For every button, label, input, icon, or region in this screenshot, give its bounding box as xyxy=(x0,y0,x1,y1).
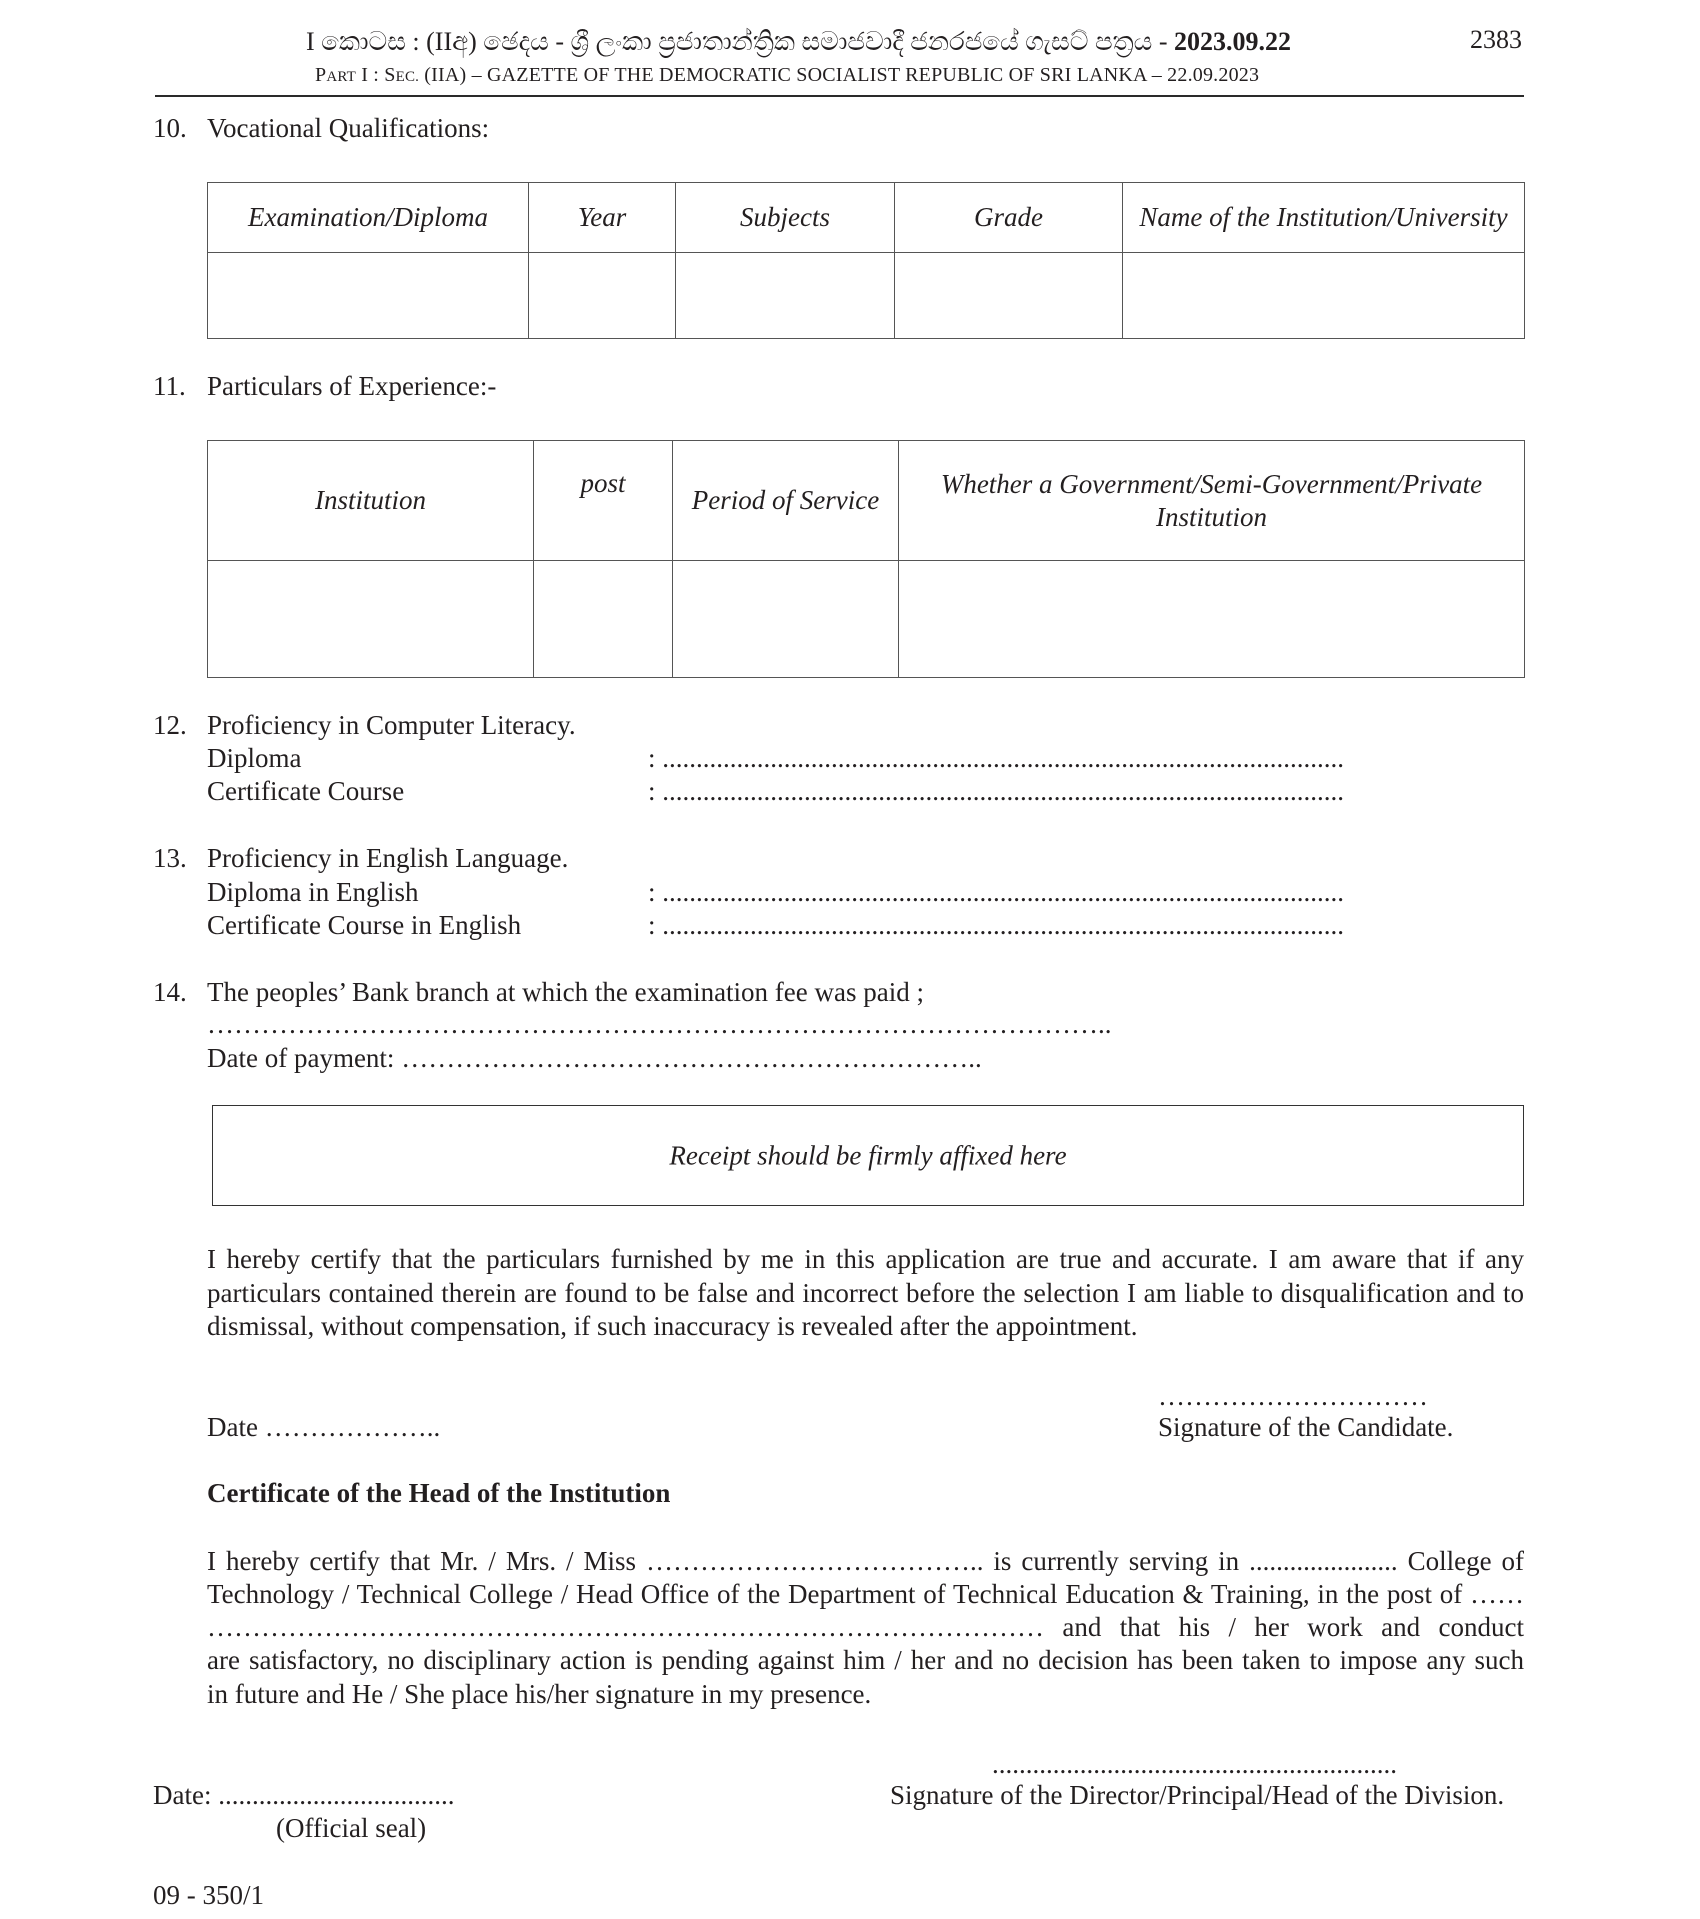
section-13-title: Proficiency in English Language. xyxy=(207,843,569,873)
col-header-post: post xyxy=(534,441,673,561)
cell-subjects[interactable] xyxy=(676,253,895,339)
col-header-institution: Name of the Institution/University xyxy=(1123,183,1525,253)
receipt-box xyxy=(212,1105,1524,1206)
cell-institution[interactable] xyxy=(208,561,534,678)
head-cert-line-3[interactable]: ………………………………………………………………………………… and that his / her work and conduct xyxy=(207,1612,1524,1642)
section-14-title: The peoples’ Bank branch at which the examination fee was paid ; xyxy=(207,977,924,1007)
computer-certificate-field[interactable]: : ..................................................................................................... xyxy=(648,776,1345,806)
declaration-text: I hereby certify that the particulars furnished by me in this application are true and accurate. I am aware that if any particulars contained therein are found to be false and incorrect before the selection I am liable to disqualification and to dismissal, without compensation, if such inaccuracy is revealed after the appointment. xyxy=(207,1244,1524,1341)
cell-examination[interactable] xyxy=(208,253,529,339)
table-header-row xyxy=(208,441,1525,561)
section-11-title: Particulars of Experience:- xyxy=(207,371,497,401)
payment-date-label: Date of payment: xyxy=(207,1043,395,1073)
section-11-number: 11. xyxy=(153,371,186,401)
candidate-date-field[interactable]: Date ……………….. xyxy=(207,1412,441,1442)
payment-date-field[interactable]: ……………………………………………………….. xyxy=(401,1043,982,1073)
vocational-qualifications-table xyxy=(207,182,1525,339)
section-10-title: Vocational Qualifications: xyxy=(207,113,490,143)
head-cert-line-4: are satisfactory, no disciplinary action is pending against him / her and no decision has been taken to impose any such xyxy=(207,1645,1524,1675)
sinhala-title: I කොටස : (IIඅ) ඡෙදය - ශ්‍රී ලංකා ප්‍රජාතාන්ත්‍රික සමාජවාදී ජනරජයේ ගැසට් පත්‍රය - xyxy=(306,27,1175,56)
header-rest: (IIA) – GAZETTE OF THE DEMOCRATIC SOCIALIST REPUBLIC OF SRI LANKA – 22.09.2023 xyxy=(419,64,1260,86)
official-seal-label: (Official seal) xyxy=(276,1813,427,1843)
bank-branch-field[interactable]: ……………………………………………………………………………………….. xyxy=(207,1009,1112,1039)
col-header-year: Year xyxy=(529,183,676,253)
table-row xyxy=(208,253,1525,339)
english-certificate-field[interactable]: : ..................................................................................................... xyxy=(648,910,1345,940)
table-header-row xyxy=(208,183,1525,253)
candidate-signature-line[interactable]: ………………………… xyxy=(1158,1381,1428,1411)
col-header-period: Period of Service xyxy=(673,441,899,561)
header-rule xyxy=(155,95,1524,97)
section-13-number: 13. xyxy=(153,843,187,873)
sinhala-date: 2023.09.22 xyxy=(1174,27,1292,56)
computer-diploma-field[interactable]: : ..................................................................................................... xyxy=(648,743,1345,773)
footer-code: 09 - 350/1 xyxy=(153,1880,264,1910)
section-12-title: Proficiency in Computer Literacy. xyxy=(207,710,576,740)
col-header-institution-type: Whether a Government/Semi-Government/Private Institution xyxy=(899,441,1525,561)
sinhala-header xyxy=(306,27,1291,57)
col-header-subjects: Subjects xyxy=(676,183,895,253)
cell-institution-type[interactable] xyxy=(899,561,1525,678)
computer-diploma-label: Diploma xyxy=(207,743,302,773)
cell-period[interactable] xyxy=(673,561,899,678)
head-date-field[interactable]: Date: ................................... xyxy=(153,1780,455,1810)
english-header xyxy=(315,63,1259,89)
col-header-institution: Institution xyxy=(208,441,534,561)
page-number: 2383 xyxy=(1470,25,1522,54)
head-signature-line[interactable]: ............................................................ xyxy=(992,1749,1397,1779)
candidate-signature-label: Signature of the Candidate. xyxy=(1158,1412,1454,1442)
cell-grade[interactable] xyxy=(895,253,1123,339)
cell-institution[interactable] xyxy=(1123,253,1525,339)
col-header-examination: Examination/Diploma xyxy=(208,183,529,253)
header-part-smallcaps: ART xyxy=(326,69,357,85)
head-cert-line-1[interactable]: I hereby certify that Mr. / Mrs. / Miss ……………………………….. is currently serving in ...................... College of xyxy=(207,1546,1524,1576)
section-12-number: 12. xyxy=(153,710,187,740)
payment-date-row xyxy=(207,1042,982,1074)
head-cert-line-2[interactable]: Technology / Technical College / Head Office of the Department of Technical Education & Training, in the post of …… xyxy=(207,1579,1524,1609)
receipt-instruction: Receipt should be firmly affixed here xyxy=(669,1140,1067,1170)
head-certificate-title: Certificate of the Head of the Institution xyxy=(207,1478,671,1508)
head-signature-label: Signature of the Director/Principal/Head of the Division. xyxy=(890,1780,1505,1810)
head-cert-line-5: in future and He / She place his/her signature in my presence. xyxy=(207,1679,872,1709)
cell-year[interactable] xyxy=(529,253,676,339)
english-diploma-label: Diploma in English xyxy=(207,877,419,907)
computer-certificate-label: Certificate Course xyxy=(207,776,405,806)
experience-table xyxy=(207,440,1525,678)
cell-post[interactable] xyxy=(534,561,673,678)
table-row xyxy=(208,561,1525,678)
header-mid: I : S xyxy=(356,64,396,86)
section-10-number: 10. xyxy=(153,113,187,143)
section-14-number: 14. xyxy=(153,977,187,1007)
english-certificate-label: Certificate Course in English xyxy=(207,910,522,940)
header-part-initial: P xyxy=(315,64,327,86)
english-diploma-field[interactable]: : ..................................................................................................... xyxy=(648,877,1345,907)
header-sec-smallcaps: EC. xyxy=(395,69,420,85)
col-header-grade: Grade xyxy=(895,183,1123,253)
